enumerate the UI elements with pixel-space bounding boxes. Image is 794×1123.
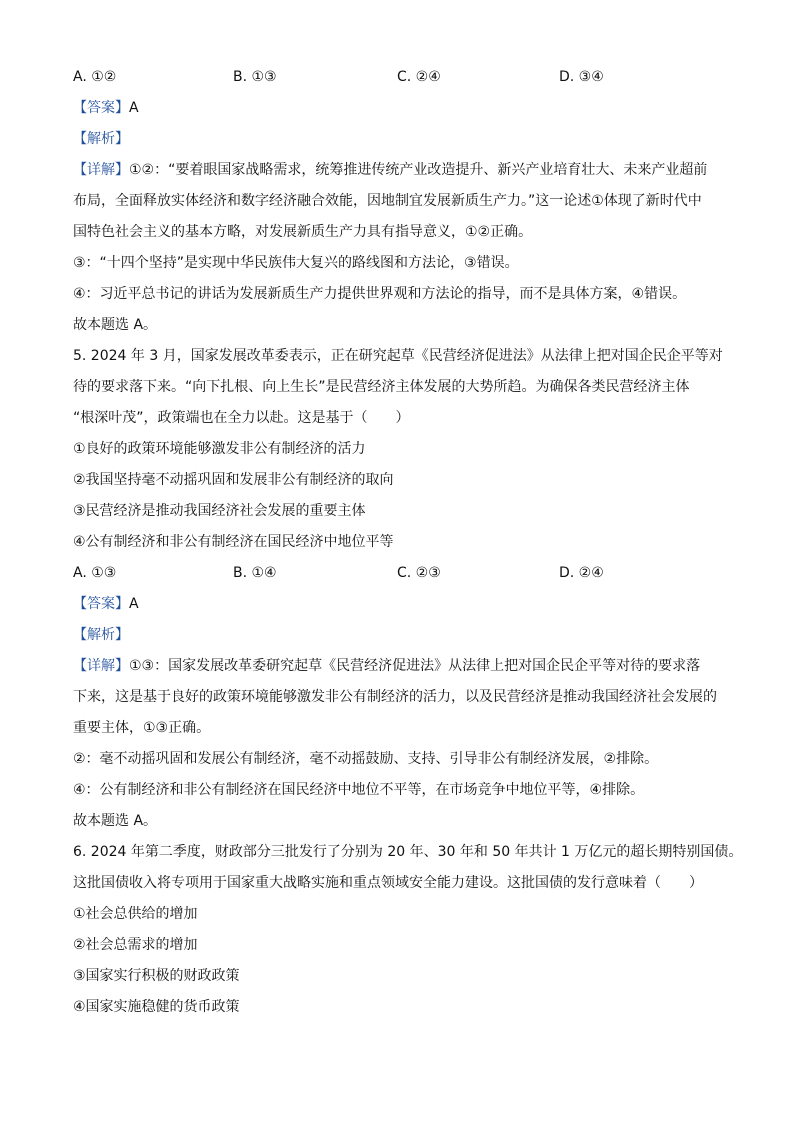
q5-detail-line-1 <box>73 651 723 682</box>
q6-stem-line-2: 这批国债收入将专项用于国家重大战略实施和重点领域安全能力建设。这批国债的发行意味着（ ） <box>73 875 703 891</box>
q5-item-3: ③民营经济是推动我国经济社会发展的重要主体 <box>73 503 366 519</box>
q5-item-4: ④公有制经济和非公有制经济在国民经济中地位平等 <box>73 534 394 550</box>
q6-item-1: ①社会总供给的增加 <box>73 906 198 922</box>
q5-options <box>73 558 723 589</box>
q5-item-2: ②我国坚持毫不动摇巩固和发展非公有制经济的取向 <box>73 472 394 488</box>
answer-value: A <box>129 100 139 116</box>
q4-detail-line-3: 国特色社会主义的基本方略，对发展新质生产力具有指导意义，①②正确。 <box>73 224 533 240</box>
q4-option-b: B. ①③ <box>233 69 277 85</box>
q4-detail-3: ④：习近平总书记的讲话为发展新质生产力提供世界观和方法论的指导，而不是具体方案，④错误。 <box>73 286 687 302</box>
answer-label: 【答案】 <box>73 100 129 116</box>
q5-detail-line-3: 重要主体，①③正确。 <box>73 720 211 736</box>
detail-label: 【详解】 <box>73 162 129 178</box>
q6-item-3: ③国家实行积极的财政政策 <box>73 968 240 984</box>
q4-analysis <box>73 124 723 155</box>
q6-item-4: ④国家实施稳健的货币政策 <box>73 999 240 1015</box>
q5-conclusion: 故本题选 A。 <box>73 813 158 829</box>
q5-answer <box>73 589 723 620</box>
q4-detail-line-2: 布局，全面释放实体经济和数字经济融合效能，因地制宜发展新质生产力。”这一论述①体现了新时代中 <box>73 193 702 209</box>
document-page <box>73 62 743 1023</box>
q5-option-b: B. ①④ <box>233 565 277 581</box>
q5-option-d: D. ②④ <box>559 565 604 581</box>
q5-option-c: C. ②③ <box>397 565 441 581</box>
detail-label: 【详解】 <box>73 658 129 674</box>
q4-detail-line-1 <box>73 155 723 186</box>
q4-option-a: A. ①② <box>73 69 117 85</box>
q4-options <box>73 62 723 93</box>
q5-analysis <box>73 620 723 651</box>
q4-conclusion: 故本题选 A。 <box>73 317 158 333</box>
q5-detail-2: ②：毫不动摇巩固和发展公有制经济，毫不动摇鼓励、支持、引导非公有制经济发展，②排除。 <box>73 751 659 767</box>
q4-option-d: D. ③④ <box>559 69 604 85</box>
q5-item-1: ①良好的政策环境能够激发非公有制经济的活力 <box>73 441 366 457</box>
q4-option-c: C. ②④ <box>397 69 441 85</box>
q5-stem-line-3: “根深叶茂”，政策端也在全力以赴。这是基于（ ） <box>73 410 410 426</box>
detail-text: ①②：“要着眼国家战略需求，统筹推进传统产业改造提升、新兴产业培育壮大、未来产业超前 <box>129 162 708 178</box>
q5-option-a: A. ①③ <box>73 565 117 581</box>
q4-answer <box>73 93 723 124</box>
q5-stem-line-2: 待的要求落下来。“向下扎根、向上生长”是民营经济主体发展的大势所趋。为确保各类民营经济主体 <box>73 379 690 395</box>
answer-label: 【答案】 <box>73 596 129 612</box>
q5-detail-line-2: 下来，这是基于良好的政策环境能够激发非公有制经济的活力，以及民营经济是推动我国经济社会发展的 <box>73 689 717 705</box>
q5-detail-3: ④：公有制经济和非公有制经济在国民经济中地位不平等，在市场竞争中地位平等，④排除。 <box>73 782 645 798</box>
q5-stem-line-1: 5. 2024 年 3 月，国家发展改革委表示，正在研究起草《民营经济促进法》从法律上把对国企民企平等对 <box>73 348 723 364</box>
q4-detail-2: ③：“十四个坚持”是实现中华民族伟大复兴的路线图和方法论，③错误。 <box>73 255 519 271</box>
q6-stem-line-1: 6. 2024 年第二季度，财政部分三批发行了分别为 20 年、30 年和 50 年共计 1 万亿元的超长期特别国债。 <box>73 844 743 860</box>
q6-item-2: ②社会总需求的增加 <box>73 937 198 953</box>
answer-value: A <box>129 596 139 612</box>
analysis-label: 【解析】 <box>73 627 129 643</box>
detail-text: ①③：国家发展改革委研究起草《民营经济促进法》从法律上把对国企民企平等对待的要求落 <box>129 658 701 674</box>
analysis-label: 【解析】 <box>73 131 129 147</box>
